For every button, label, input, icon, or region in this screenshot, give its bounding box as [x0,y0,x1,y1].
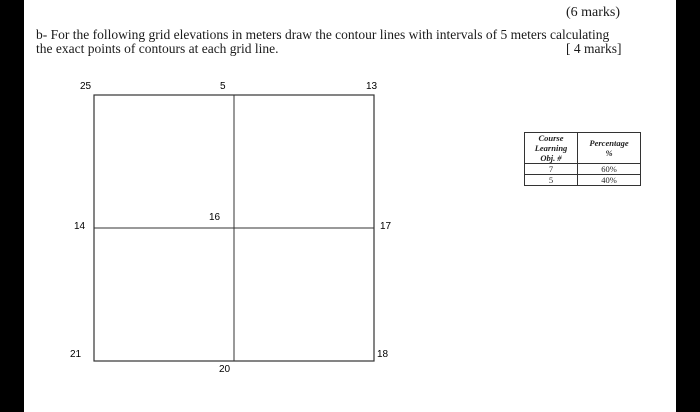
clo-objective-cell: 5 [525,175,578,186]
elevation-bottom-right: 18 [377,349,389,360]
question-text-line2: the exact points of contours at each grid line. [36,41,279,56]
clo-percentage-cell: 40% [578,175,641,186]
question-text-line1: b- For the following grid elevations in meters draw the contour lines with intervals of 5 meters calculating [36,27,610,42]
document-page [24,0,676,412]
clo-table [524,132,641,186]
elevation-grid [24,0,676,412]
elevation-bottom-mid: 20 [219,364,231,375]
clo-header-objective: Course Learning Obj. # [525,133,578,164]
clo-header-percentage: Percentage % [578,133,641,164]
total-marks-label: (6 marks) [566,5,621,20]
elevation-top-left: 25 [80,81,92,92]
table-row [525,175,641,186]
elevation-mid-left: 14 [74,221,86,232]
question-marks-label: [ 4 marks] [566,41,622,56]
elevation-mid-right: 17 [380,221,392,232]
clo-percentage-cell: 60% [578,164,641,175]
elevation-center: 16 [209,212,221,223]
clo-table-header-row [525,133,641,164]
elevation-bottom-left: 21 [70,349,82,360]
clo-objective-cell: 7 [525,164,578,175]
elevation-top-right: 13 [366,81,378,92]
elevation-top-mid: 5 [220,81,226,92]
table-row [525,164,641,175]
